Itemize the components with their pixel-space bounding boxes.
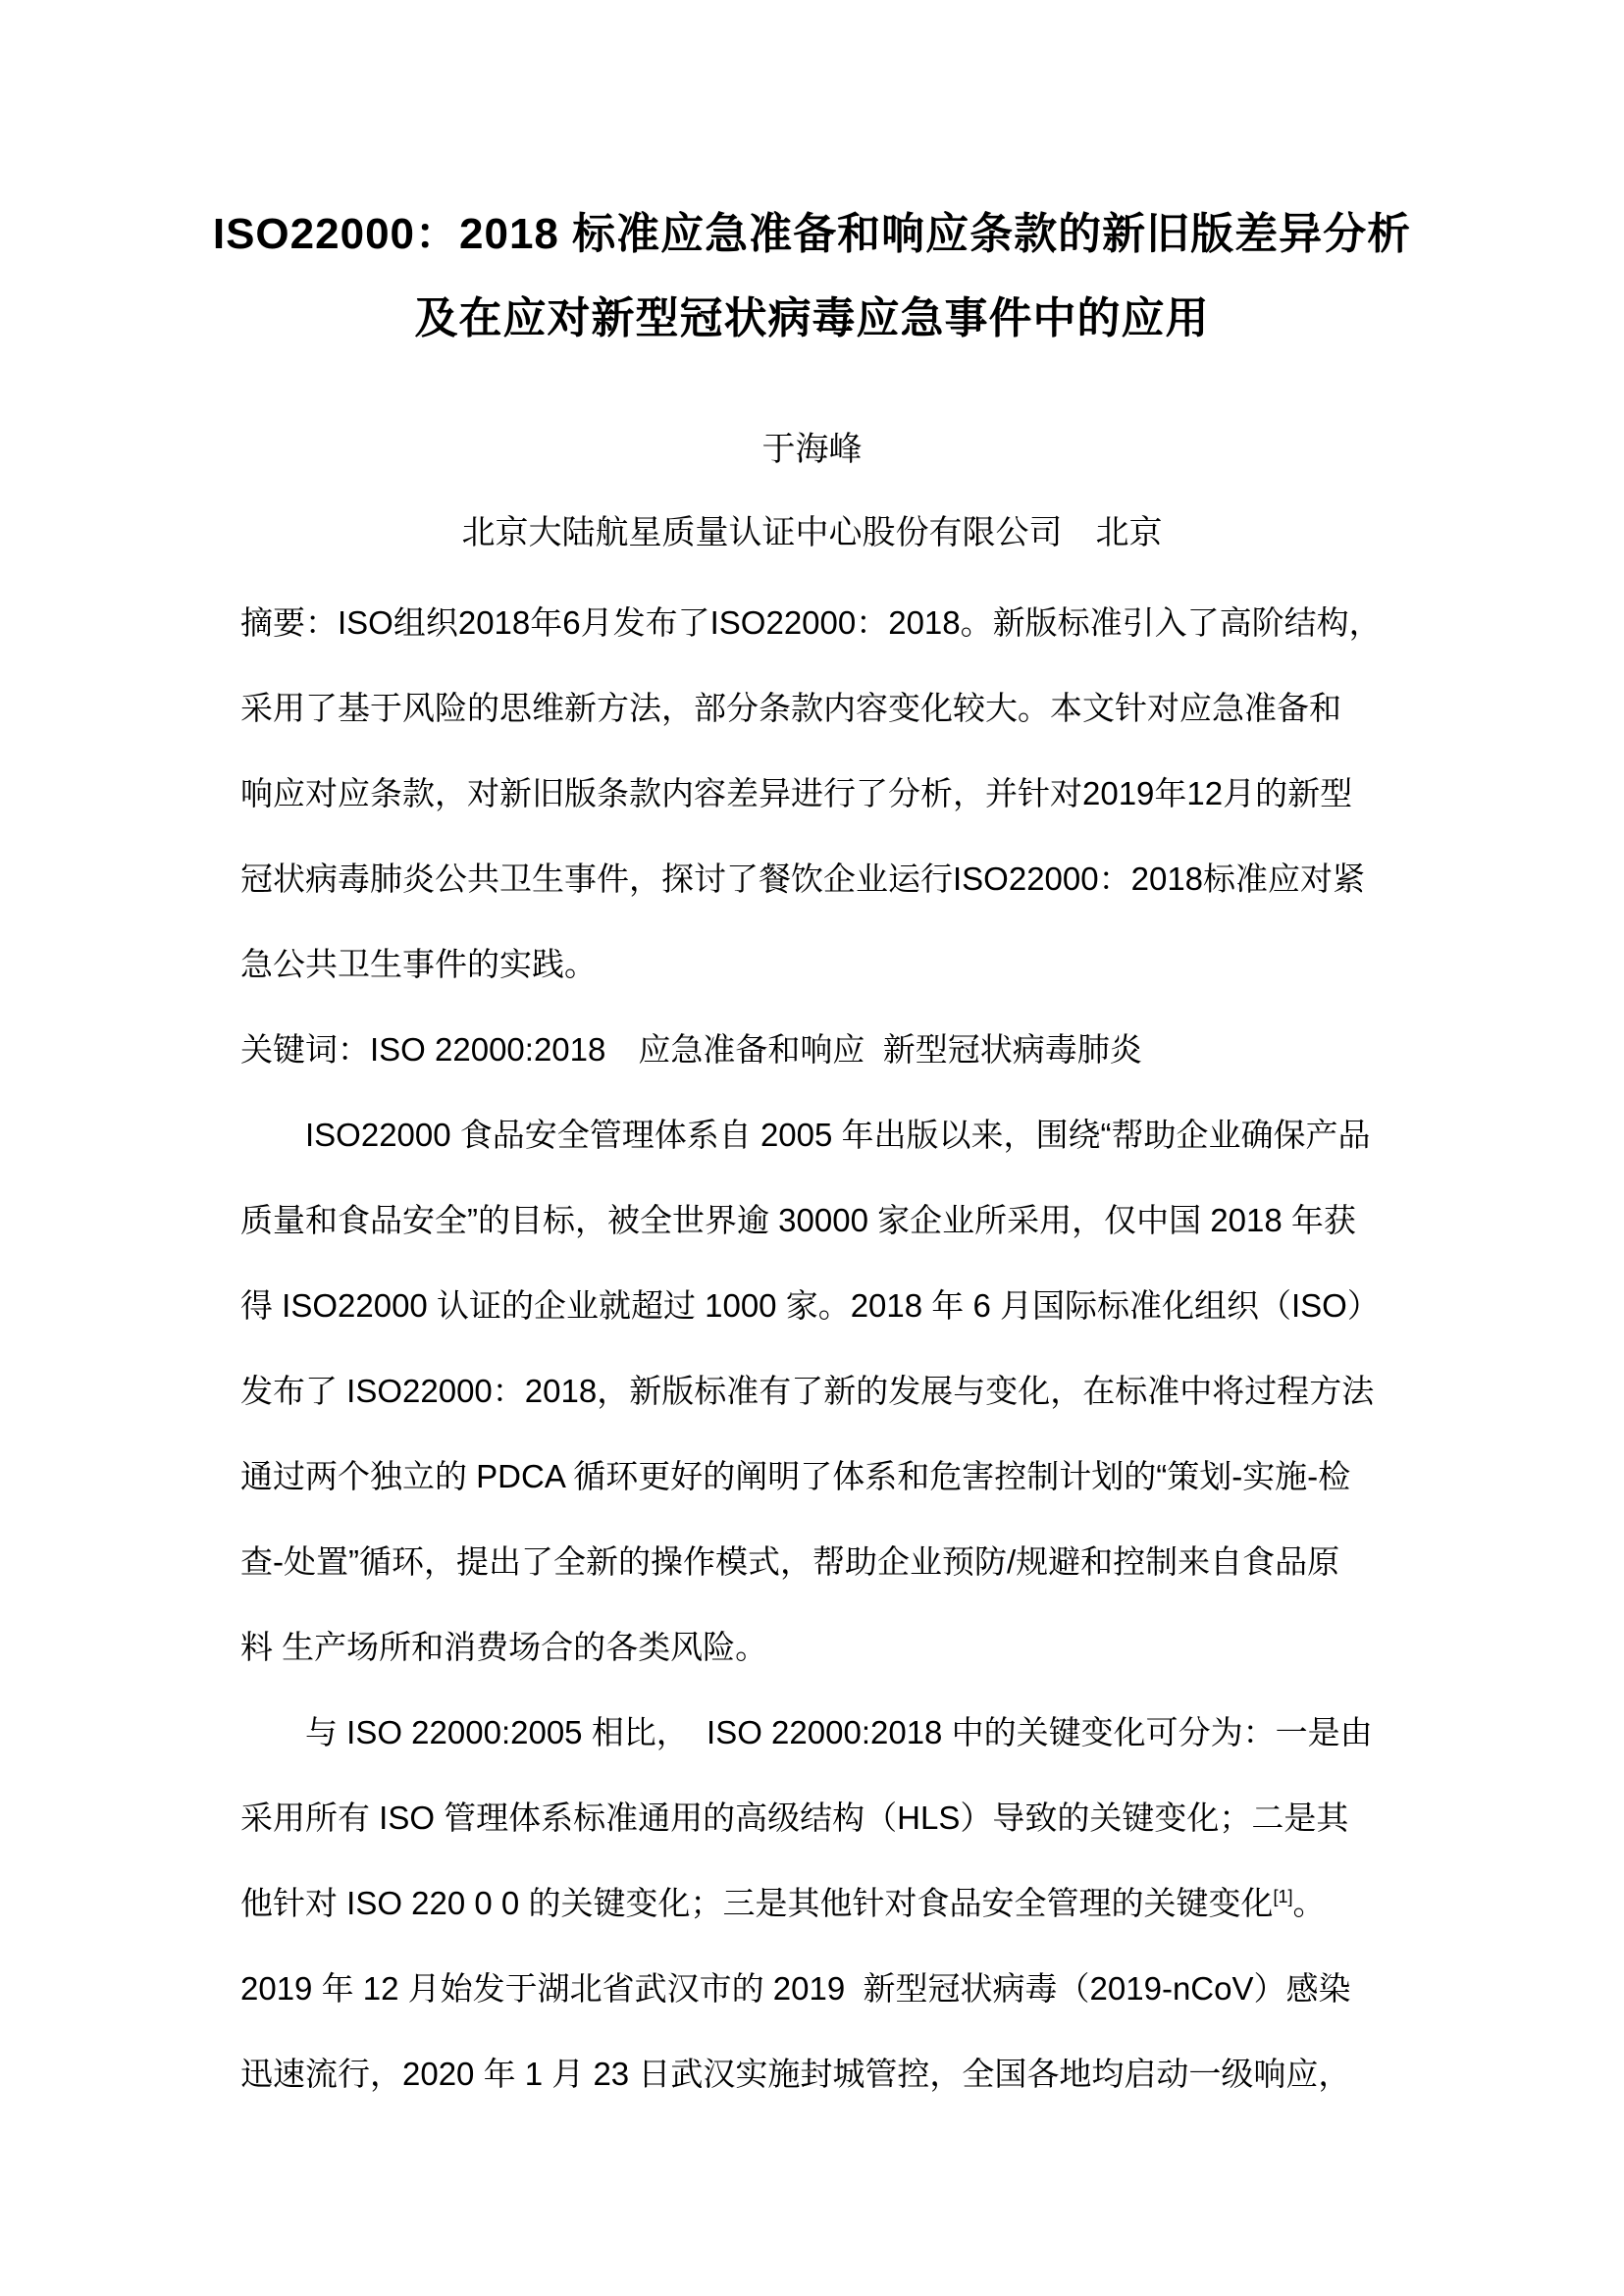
- line-text: 质量和食品安全”的目标，被全世界逾 30000 家企业所采用，仅中国 2018 年获: [240, 1202, 1356, 1238]
- body-text-line: [240, 1775, 1545, 1860]
- line-text: 他针对 ISO 220 0 0 的关键变化；三是其他针对食品安全管理的关键变化: [240, 1885, 1274, 1921]
- line-text: 通过两个独立的 PDCA 循环更好的阐明了体系和危害控制计划的“策划-实施-检: [240, 1458, 1351, 1494]
- body-text-line: [240, 1434, 1545, 1519]
- paper-title: [0, 192, 1624, 361]
- paper-title-line-1: ISO22000：2018 标准应急准备和响应条款的新旧版差异分析: [212, 210, 1412, 258]
- line-text: 查-处置”循环，提出了全新的操作模式，帮助企业预防/规避和控制来自食品原: [240, 1543, 1340, 1580]
- body-text-line: [240, 921, 1545, 1007]
- line-text: 响应对应条款，对新旧版条款内容差异进行了分析，并针对2019年12月的新型: [240, 775, 1353, 811]
- line-text: 冠状病毒肺炎公共卫生事件，探讨了餐饮企业运行ISO22000：2018标准应对紧: [240, 861, 1366, 897]
- author-name: 于海峰: [761, 431, 863, 468]
- body-text-line: [240, 1007, 1545, 1092]
- body-text-line: [240, 836, 1545, 921]
- body-text-line: [240, 751, 1545, 836]
- line-text: ISO22000 食品安全管理体系自 2005 年出版以来，围绕“帮助企业确保产品: [305, 1117, 1371, 1153]
- line-text: 料 生产场所和消费场合的各类风险。: [240, 1629, 768, 1665]
- body-text: [240, 580, 1545, 2116]
- body-text-line: [240, 1690, 1545, 1775]
- author-affiliation: 北京大陆航星质量认证中心股份有限公司 北京: [461, 514, 1163, 551]
- line-text-tail: 。: [1292, 1885, 1326, 1921]
- body-text-line: [240, 1348, 1545, 1434]
- line-text: 采用了基于风险的思维新方法，部分条款内容变化较大。本文针对应急准备和: [240, 690, 1341, 726]
- paper-title-line-2: 及在应对新型冠状病毒应急事件中的应用: [414, 294, 1210, 342]
- body-text-line: [240, 1263, 1545, 1348]
- line-text: 急公共卫生事件的实践。: [240, 946, 597, 982]
- line-text: 与 ISO 22000:2005 相比， ISO 22000:2018 中的关键变化可分为：一是由: [305, 1714, 1373, 1750]
- line-text: 2019 年 12 月始发于湖北省武汉市的 2019 新型冠状病毒（2019-nCoV）感染: [240, 1970, 1351, 2007]
- line-text: 关键词：ISO 22000:2018 应急准备和响应 新型冠状病毒肺炎: [240, 1031, 1142, 1068]
- body-text-line: [240, 1860, 1545, 1946]
- line-text: 得 ISO22000 认证的企业就超过 1000 家。2018 年 6 月国际标准化组织（ISO）: [240, 1287, 1380, 1324]
- body-text-line: [240, 1946, 1545, 2031]
- line-text: 迅速流行，2020 年 1 月 23 日武汉实施封城管控，全国各地均启动一级响应，: [240, 2056, 1351, 2092]
- body-text-line: [240, 665, 1545, 751]
- line-text: 发布了 ISO22000：2018，新版标准有了新的发展与变化，在标准中将过程方法: [240, 1373, 1375, 1409]
- body-text-line: [240, 1519, 1545, 1604]
- line-text: 采用所有 ISO 管理体系标准通用的高级结构（HLS）导致的关键变化；二是其: [240, 1800, 1349, 1836]
- body-text-line: [240, 1177, 1545, 1263]
- line-text: 摘要：ISO组织2018年6月发布了ISO22000：2018。新版标准引入了高阶结构，: [240, 604, 1382, 641]
- citation-superscript: [1]: [1273, 1887, 1293, 1906]
- body-text-line: [240, 580, 1545, 665]
- body-text-line: [240, 1092, 1545, 1177]
- body-text-line: [240, 2031, 1545, 2116]
- body-text-line: [240, 1604, 1545, 1690]
